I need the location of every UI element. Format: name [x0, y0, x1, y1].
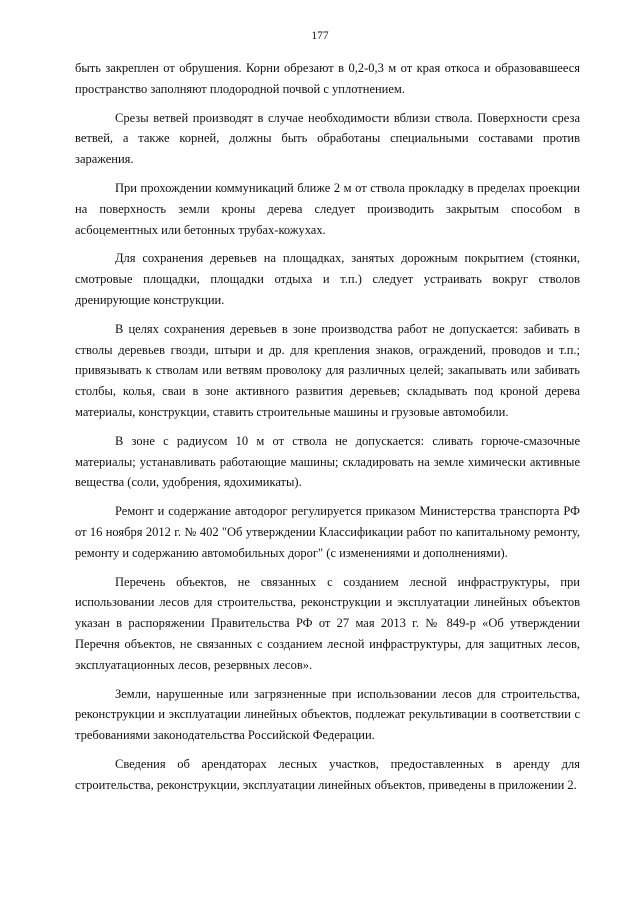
paragraph-branch-cuts: Срезы ветвей производят в случае необходимости вблизи ствола. Поверхности среза ветвей, а также корней, должны быть обработаны специальными составами против заражения.: [75, 110, 580, 167]
paragraph-land-recultivation: Земли, нарушенные или загрязненные при использовании лесов для строительства, реконструкции и эксплуатации линейных объектов, подлежат рекультивации в соответствии с требованиями законодательства Российской Федерации.: [75, 686, 580, 743]
paragraph-road-maintenance: Ремонт и содержание автодорог регулируется приказом Министерства транспорта РФ от 16 ноября 2012 г. № 402 "Об утверждении Классификации работ по капитальному ремонту, ремонту и содержанию автомобильных дорог" (с изменениями и дополнениями).: [75, 504, 580, 560]
paragraph-utility-laying: При прохождении коммуникаций ближе 2 м от ствола прокладку в пределах проекции на поверхность земли кроны дерева следует производить закрытым способом в асбоцементных или бетонных трубах-кожухах.: [75, 180, 580, 237]
paragraph-root-pruning: быть закреплен от обрушения. Корни обрезают в 0,2-0,3 м от края откоса и образовавшееся пространство заполняют плодородной почвой с уплотнением.: [75, 61, 580, 96]
paragraph-lessees-info: Сведения об арендаторах лесных участков, предоставленных в аренду для строительства, реконструкции, эксплуатации линейных объектов, приведены в приложении 2.: [75, 756, 580, 792]
paragraph-radius-restrictions: В зоне с радиусом 10 м от ствола не допускается: сливать горюче-смазочные материалы; устанавливать работающие машины; складировать на земле химически активные вещества (соли, удобрения, ядохимикаты).: [75, 433, 580, 490]
paragraph-prohibited-actions: В целях сохранения деревьев в зоне производства работ не допускается: забивать в стволы деревьев гвозди, штыри и др. для крепления знаков, ограждений, проводов и т.п.; привязывать к стволам или ветвям проволоку для различных целей; закапывать или забивать столбы, колья, сваи в зоне активного развития деревьев; складывать под кроной дерева материалы, конструкции, ставить строительные машины и грузовые автомобили.: [75, 321, 580, 419]
page-number: 177: [311, 30, 329, 42]
paragraph-objects-list: Перечень объектов, не связанных с созданием лесной инфраструктуры, при использовании лесов для строительства, реконструкции и эксплуатации линейных объектов указан в распоряжении Правительства РФ от 27 мая 2013 г. № 849-р «Об утверждении Перечня объектов, не связанных с созданием лесной инфраструктуры, для защитных лесов, эксплуатационных лесов, резервных лесов».: [75, 574, 580, 672]
document-body: [75, 58, 580, 804]
paragraph-drainage-structures: Для сохранения деревьев на площадках, занятых дорожным покрытием (стоянки, смотровые площадки, площадки отдыха и т.п.) следует устраивать вокруг стволов дренирующие конструкции.: [75, 251, 580, 307]
